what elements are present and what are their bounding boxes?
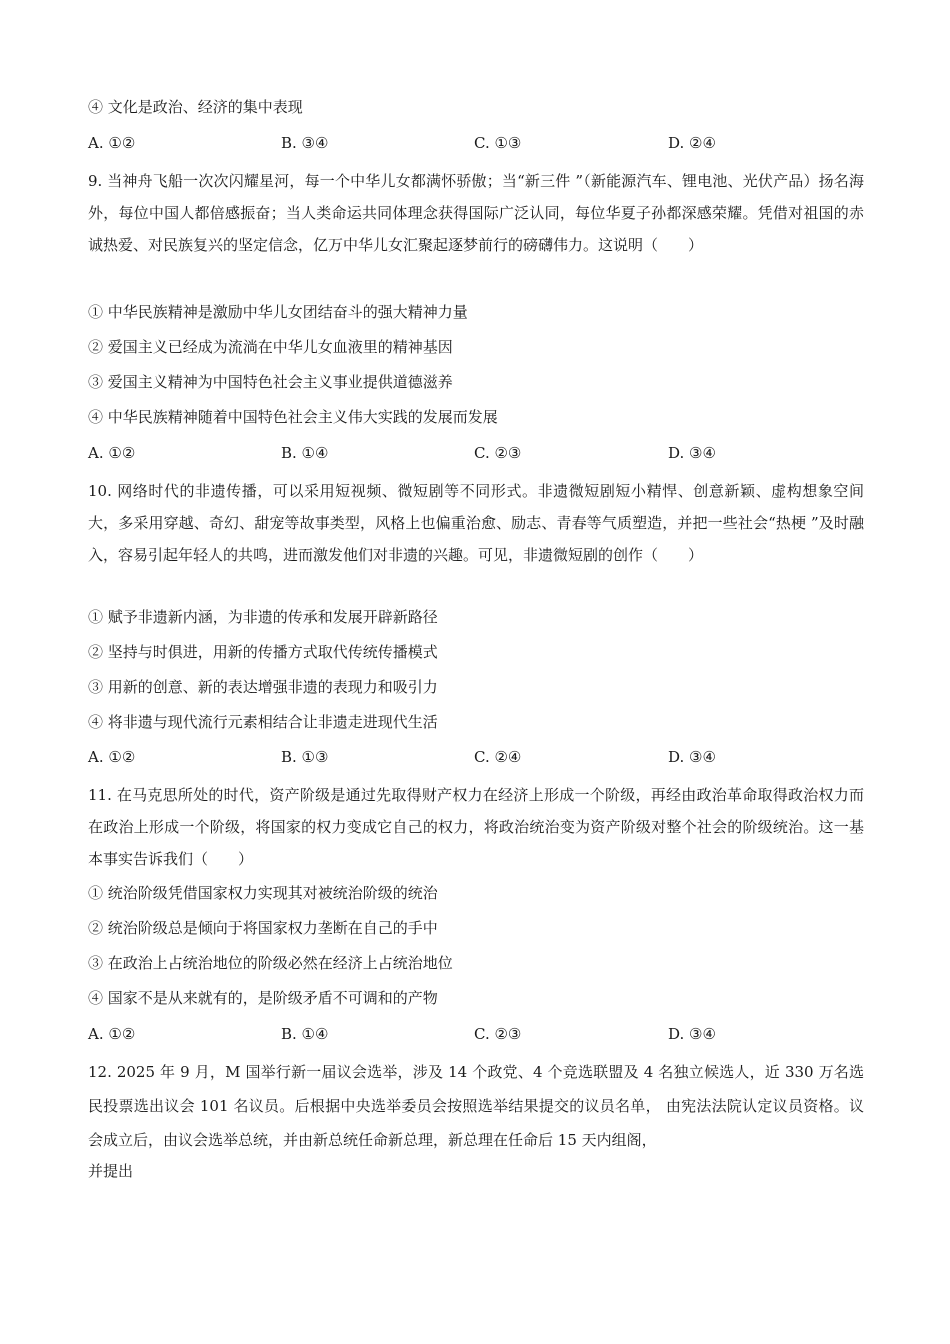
q9-statement-3: ③ 爱国主义精神为中国特色社会主义事业提供道德滋养 xyxy=(88,373,453,391)
q10-statement-1: ① 赋予非遗新内涵，为非遗的传承和发展开辟新路径 xyxy=(88,608,438,626)
q10-statement-2: ② 坚持与时俱进，用新的传播方式取代传统传播模式 xyxy=(88,643,438,661)
q9-statement-1: ① 中华民族精神是激励中华儿女团结奋斗的强大精神力量 xyxy=(88,303,468,321)
q9-statement-4: ④ 中华民族精神随着中国特色社会主义伟大实践的发展而发展 xyxy=(88,408,498,426)
q9-option-a: A. ①② xyxy=(88,444,136,462)
q10-stem: 10. 网络时代的非遗传播，可以采用短视频、微短剧等不同形式。非遗微短剧短小精悍、创意新颖、虚构想象空间大，多采用穿越、奇幻、甜宠等故事类型，风格上也偏重治愈、励志、青春等气质塑造，并把一些社会“热梗 ”及时融入，容易引起年轻人的共鸣，进而激发他们对非遗的兴趣。可见，非遗微短剧的创作（ ） xyxy=(88,482,864,564)
q8-option-d: D. ②④ xyxy=(668,134,716,152)
q10-option-c: C. ②④ xyxy=(474,748,522,766)
q11-option-a: A. ①② xyxy=(88,1025,136,1043)
q11-stem: 11. 在马克思所处的时代，资产阶级是通过先取得财产权力在经济上形成一个阶级，再经由政治革命取得政治权力而在政治上形成一个阶级，将国家的权力变成它自己的权力，将政治统治变为资产阶级对整个社会的阶级统治。这一基本事实告诉我们（ ） xyxy=(88,786,864,868)
q8-statement-4: ④ 文化是政治、经济的集中表现 xyxy=(88,98,303,116)
q10-option-b: B. ①③ xyxy=(281,748,329,766)
q10-statement-4: ④ 将非遗与现代流行元素相结合让非遗走进现代生活 xyxy=(88,713,438,731)
q8-option-c: C. ①③ xyxy=(474,134,522,152)
q8-option-b: B. ③④ xyxy=(281,134,329,152)
q9-option-c: C. ②③ xyxy=(474,444,522,462)
q11-statement-4: ④ 国家不是从来就有的，是阶级矛盾不可调和的产物 xyxy=(88,989,438,1007)
q9-stem: 9. 当神舟飞船一次次闪耀星河，每一个中华儿女都满怀骄傲；当“新三件 ”（新能源汽车、锂电池、光伏产品）扬名海外，每位中国人都倍感振奋；当人类命运共同体理念获得国际广泛认同，每位华夏子孙都深感荣耀。凭借对祖国的赤诚热爱、对民族复兴的坚定信念，亿万中华儿女汇聚起逐梦前行的磅礴伟力。这说明（ ） xyxy=(88,172,864,254)
q10-statement-3: ③ 用新的创意、新的表达增强非遗的表现力和吸引力 xyxy=(88,678,438,696)
q11-option-d: D. ③④ xyxy=(668,1025,716,1043)
q11-statement-1: ① 统治阶级凭借国家权力实现其对被统治阶级的统治 xyxy=(88,884,438,902)
q10-option-d: D. ③④ xyxy=(668,748,716,766)
q9-option-d: D. ③④ xyxy=(668,444,716,462)
q12-stem-tail: 并提出 xyxy=(88,1162,134,1180)
q11-statement-2: ② 统治阶级总是倾向于将国家权力垄断在自己的手中 xyxy=(88,919,438,937)
q8-option-a: A. ①② xyxy=(88,134,136,152)
q9-option-b: B. ①④ xyxy=(281,444,329,462)
q9-statement-2: ② 爱国主义已经成为流淌在中华儿女血液里的精神基因 xyxy=(88,338,453,356)
q11-option-c: C. ②③ xyxy=(474,1025,522,1043)
q11-option-b: B. ①④ xyxy=(281,1025,329,1043)
q11-statement-3: ③ 在政治上占统治地位的阶级必然在经济上占统治地位 xyxy=(88,954,453,972)
q10-option-a: A. ①② xyxy=(88,748,136,766)
q12-stem: 12. 2025 年 9 月，M 国举行新一届议会选举，涉及 14 个政党、4 个竞选联盟及 4 名独立候选人，近 330 万名选民投票选出议会 101 名议员。后根据中央选举委员会按照选举结果提交的议员名单， 由宪法法院认定议员资格。议会成立后，由议会选举总统，并由新总统任命新总理，新总理在任命后 15 天内组阁， xyxy=(88,1063,864,1149)
